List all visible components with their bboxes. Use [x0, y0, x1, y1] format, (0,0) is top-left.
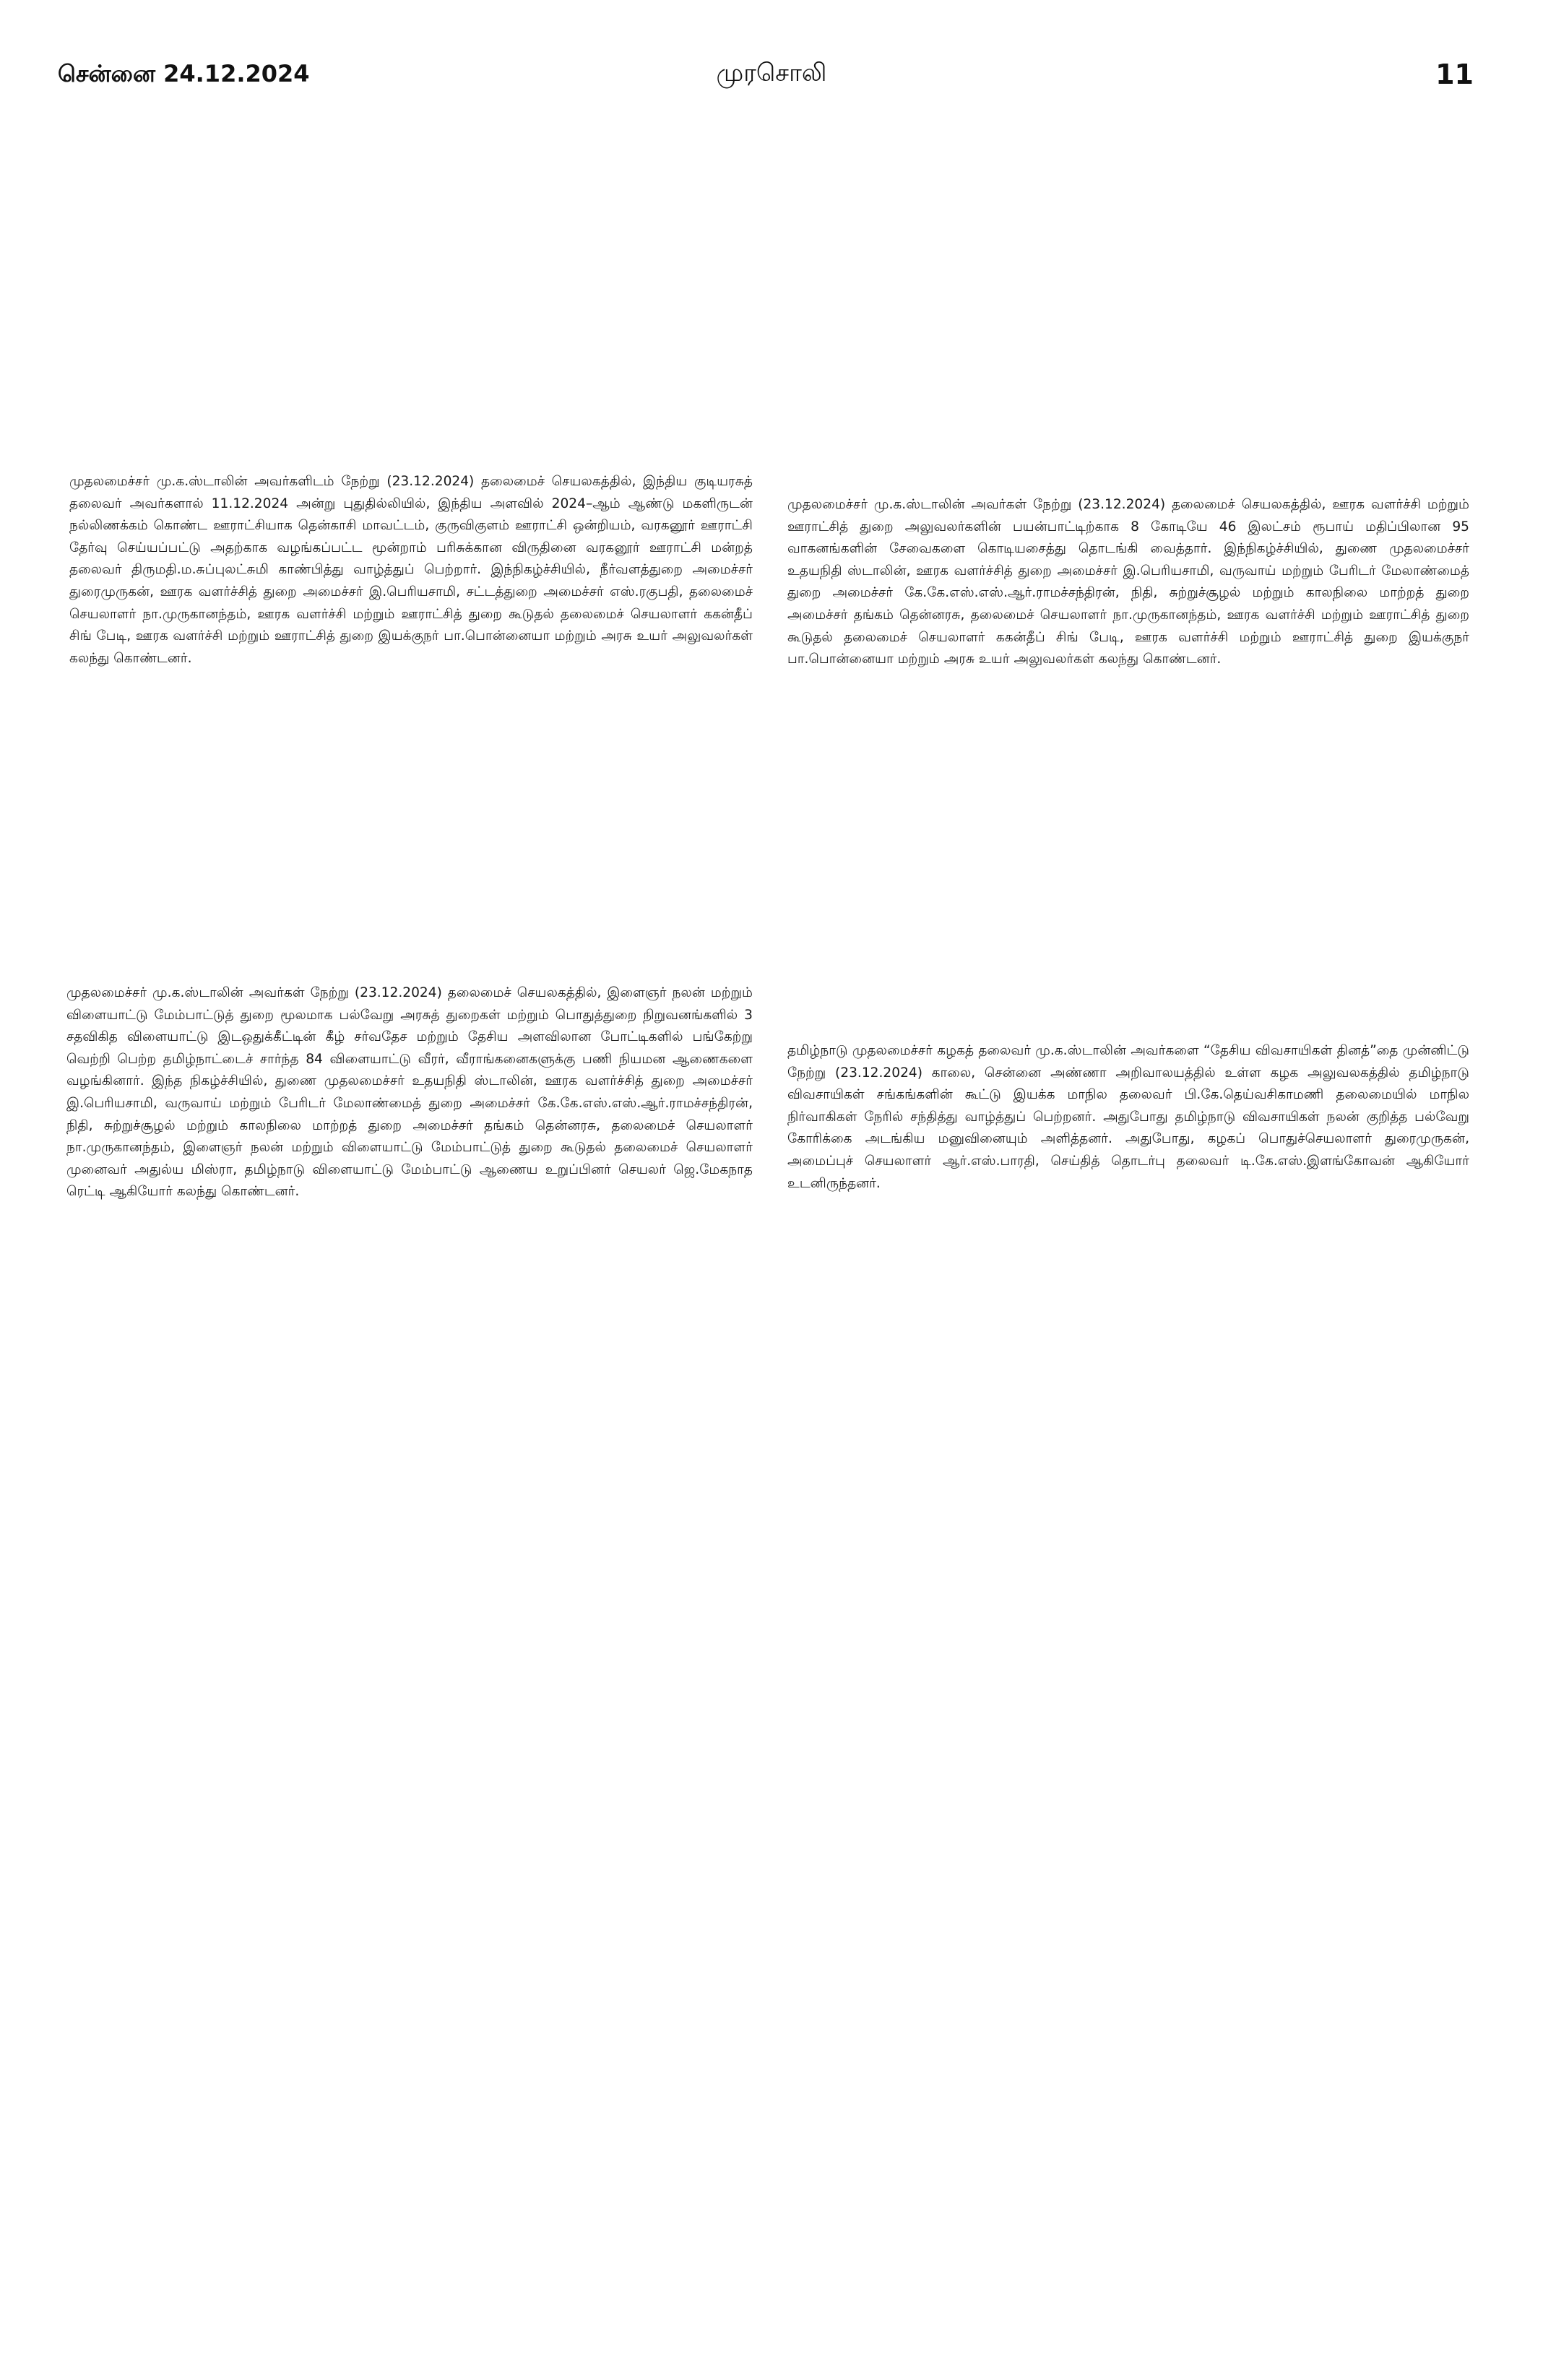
caption-vehicle-flag-off: முதலமைச்சர் மு.க.ஸ்டாலின் அவர்கள் நேற்று (23.12.2024) தலைமைச் செயலகத்தில், ஊரக வளர்ச்சி மற்றும் ஊராட்சித் துறை அலுவலர்களின் பயன்பாட்டிற்காக 8 கோடியே 46 இலட்சம் ரூபாய் மதிப்பிலான 95 வாகனங்களின் சேவைகளை கொடியசைத்து தொடங்கி வைத்தார். இந்நிகழ்ச்சியில், துணை முதலமைச்சர் உதயநிதி ஸ்டாலின், ஊரக வளர்ச்சித் துறை அமைச்சர் இ.பெரியசாமி, வருவாய் மற்றும் பேரிடர் மேலாண்மைத் துறை அமைச்சர் கே.கே.எஸ்.எஸ்.ஆர்.ராமச்சந்திரன், நிதி, சுற்றுச்சூழல் மற்றும் காலநிலை மாற்றத் துறை அமைச்சர் தங்கம் தென்னரசு, தலைமைச் செயலாளர் நா.முருகானந்தம், ஊரக வளர்ச்சி மற்றும் ஊராட்சித் துறை கூடுதல் தலைமைச் செயலாளர் ககன்தீப் சிங் பேடி, ஊரக வளர்ச்சி மற்றும் ஊராட்சித் துறை இயக்குநர் பா.பொன்னையா மற்றும் அரசு உயர் அலுவலர்கள் கலந்து கொண்டனர். [787, 497, 1469, 667]
page-number: 11 [1435, 59, 1474, 90]
caption-sports-appointment-orders: முதலமைச்சர் மு.க.ஸ்டாலின் அவர்கள் நேற்று (23.12.2024) தலைமைச் செயலகத்தில், இளைஞர் நலன் மற்றும் விளையாட்டு மேம்பாட்டுத் துறை மூலமாக பல்வேறு அரசுத் துறைகள் மற்றும் பொதுத்துறை நிறுவனங்களில் 3 சதவிகித விளையாட்டு இடஒதுக்கீட்டின் கீழ் சர்வதேச மற்றும் தேசிய அளவிலான போட்டிகளில் பங்கேற்று வெற்றி பெற்ற தமிழ்நாட்டைச் சார்ந்த 84 விளையாட்டு வீரர், வீராங்கனைகளுக்கு பணி நியமன ஆணைகளை வழங்கினார். இந்த நிகழ்ச்சியில், துணை முதலமைச்சர் உதயநிதி ஸ்டாலின், ஊரக வளர்ச்சித் துறை அமைச்சர் இ.பெரியசாமி, வருவாய் மற்றும் பேரிடர் மேலாண்மைத் துறை அமைச்சர் கே.கே.எஸ்.எஸ்.ஆர்.ராமச்சந்திரன், நிதி, சுற்றுச்சூழல் மற்றும் காலநிலை மாற்றத் துறை அமைச்சர் தங்கம் தென்னரசு, தலைமைச் செயலாளர் நா.முருகானந்தம், இளைஞர் நலன் மற்றும் விளையாட்டு மேம்பாட்டுத் துறை கூடுதல் தலைமைச் செயலாளர் முனைவர் அதுல்ய மிஸ்ரா, தமிழ்நாடு விளையாட்டு மேம்பாட்டு ஆணைய உறுப்பினர் செயலர் ஜெ.மேகநாத ரெட்டி ஆகியோர் கலந்து கொண்டனர். [66, 985, 753, 1200]
issue-place-date: சென்னை 24.12.2024 [58, 60, 310, 87]
caption-farmers-day-greetings: தமிழ்நாடு முதலமைச்சர் கழகத் தலைவர் மு.க.ஸ்டாலின் அவர்களை “தேசிய விவசாயிகள் தினத்”தை முன்னிட்டு நேற்று (23.12.2024) காலை, சென்னை அண்ணா அறிவாலயத்தில் உள்ள கழக அலுவலகத்தில் தமிழ்நாடு விவசாயிகள் சங்கங்களின் கூட்டு இயக்க மாநில தலைவர் பி.கே.தெய்வசிகாமணி தலைமையில் மாநில நிர்வாகிகள் நேரில் சந்தித்து வாழ்த்துப் பெற்றனர். அதுபோது தமிழ்நாடு விவசாயிகள் நலன் குறித்த பல்வேறு கோரிக்கை அடங்கிய மனுவினையும் அளித்தனர். அதுபோது, கழகப் பொதுச்செயலாளர் துரைமுருகன், அமைப்புச் செயலாளர் ஆர்.எஸ்.பாரதி, செய்தித் தொடர்பு தலைவர் டி.கே.எஸ்.இளங்கோவன் ஆகியோர் உடனிருந்தனர். [787, 1043, 1469, 1191]
caption-award-presentation: முதலமைச்சர் மு.க.ஸ்டாலின் அவர்களிடம் நேற்று (23.12.2024) தலைமைச் செயலகத்தில், இந்திய குடியரசுத் தலைவர் அவர்களால் 11.12.2024 அன்று புதுதில்லியில், இந்திய அளவில் 2024–ஆம் ஆண்டு மகளிருடன் நல்லிணக்கம் கொண்ட ஊராட்சியாக தென்காசி மாவட்டம், குருவிகுளம் ஊராட்சி ஒன்றியம், வரகனூர் ஊராட்சி தேர்வு செய்யப்பட்டு அதற்காக வழங்கப்பட்ட மூன்றாம் பரிசுக்கான விருதினை வரகனூர் ஊராட்சி மன்றத் தலைவர் திருமதி.ம.சுப்புலட்சுமி காண்பித்து வாழ்த்துப் பெற்றார். இந்நிகழ்ச்சியில், நீர்வளத்துறை அமைச்சர் துரைமுருகன், ஊரக வளர்ச்சித் துறை அமைச்சர் இ.பெரியசாமி, சட்டத்துறை அமைச்சர் எஸ்.ரகுபதி, தலைமைச் செயலாளர் நா.முருகானந்தம், ஊரக வளர்ச்சி மற்றும் ஊராட்சித் துறை கூடுதல் தலைமைச் செயலாளர் ககன்தீப் சிங் பேடி, ஊரக வளர்ச்சி மற்றும் ஊராட்சித் துறை இயக்குநர் பா.பொன்னையா மற்றும் அரசு உயர் அலுவலர்கள் கலந்து கொண்டனர். [69, 474, 753, 666]
photo-area-top-right [786, 108, 1465, 484]
photo-area-top-left [69, 108, 748, 462]
photo-area-middle-left [69, 693, 748, 982]
newspaper-name: முரசொலி [716, 59, 827, 87]
photo-area-middle-right [786, 693, 1465, 1033]
